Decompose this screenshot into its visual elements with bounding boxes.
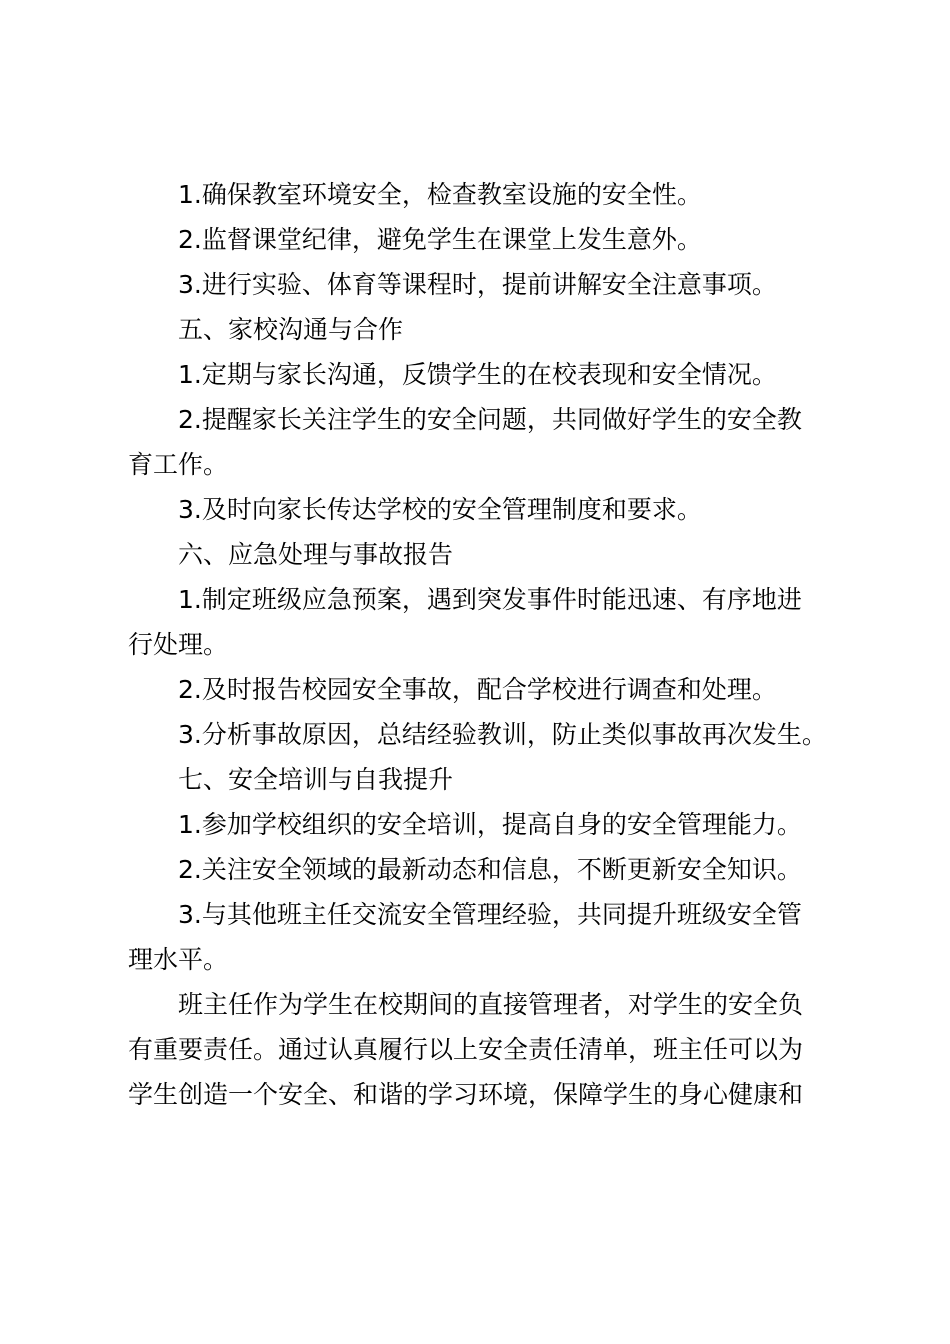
text-line: 1.制定班级应急预案，遇到突发事件时能迅速、有序地进 <box>178 585 802 614</box>
list-item <box>128 667 836 712</box>
list-item <box>128 712 836 757</box>
list-item <box>128 262 836 307</box>
text-line: 2.提醒家长关注学生的安全问题，共同做好学生的安全教 <box>178 405 802 434</box>
list-item <box>128 352 836 397</box>
text-line: 2.关注安全领域的最新动态和信息，不断更新安全知识。 <box>178 855 802 884</box>
text-line: 育工作。 <box>128 450 229 479</box>
list-item <box>128 802 836 847</box>
section-heading <box>128 532 836 577</box>
list-item <box>128 487 836 532</box>
list-item <box>128 217 836 262</box>
text-line: 学生创造一个安全、和谐的学习环境，保障学生的身心健康和 <box>128 1080 804 1109</box>
text-line: 3.分析事故原因，总结经验教训，防止类似事故再次发生。 <box>178 720 827 749</box>
text-line: 1.参加学校组织的安全培训，提高自身的安全管理能力。 <box>178 810 802 839</box>
section-heading <box>128 757 836 802</box>
text-line: 五、家校沟通与合作 <box>178 315 404 344</box>
text-line: 行处理。 <box>128 630 229 659</box>
list-item <box>128 172 836 217</box>
text-line: 六、应急处理与事故报告 <box>178 540 454 569</box>
text-line: 3.进行实验、体育等课程时，提前讲解安全注意事项。 <box>178 270 777 299</box>
text-line: 2.及时报告校园安全事故，配合学校进行调查和处理。 <box>178 675 777 704</box>
text-line: 2.监督课堂纪律，避免学生在课堂上发生意外。 <box>178 225 702 254</box>
text-line: 理水平。 <box>128 945 229 974</box>
text-line: 1.定期与家长沟通，反馈学生的在校表现和安全情况。 <box>178 360 777 389</box>
list-item <box>128 892 836 982</box>
text-line: 有重要责任。通过认真履行以上安全责任清单，班主任可以为 <box>128 1035 804 1064</box>
text-line: 七、安全培训与自我提升 <box>178 765 454 794</box>
text-line: 3.及时向家长传达学校的安全管理制度和要求。 <box>178 495 702 524</box>
section-heading <box>128 307 836 352</box>
text-line: 班主任作为学生在校期间的直接管理者，对学生的安全负 <box>178 990 804 1019</box>
text-line: 1.确保教室环境安全，检查教室设施的安全性。 <box>178 180 702 209</box>
list-item <box>128 847 836 892</box>
body-paragraph <box>128 982 836 1117</box>
list-item <box>128 397 836 487</box>
list-item <box>128 577 836 667</box>
text-line: 3.与其他班主任交流安全管理经验，共同提升班级安全管 <box>178 900 802 929</box>
